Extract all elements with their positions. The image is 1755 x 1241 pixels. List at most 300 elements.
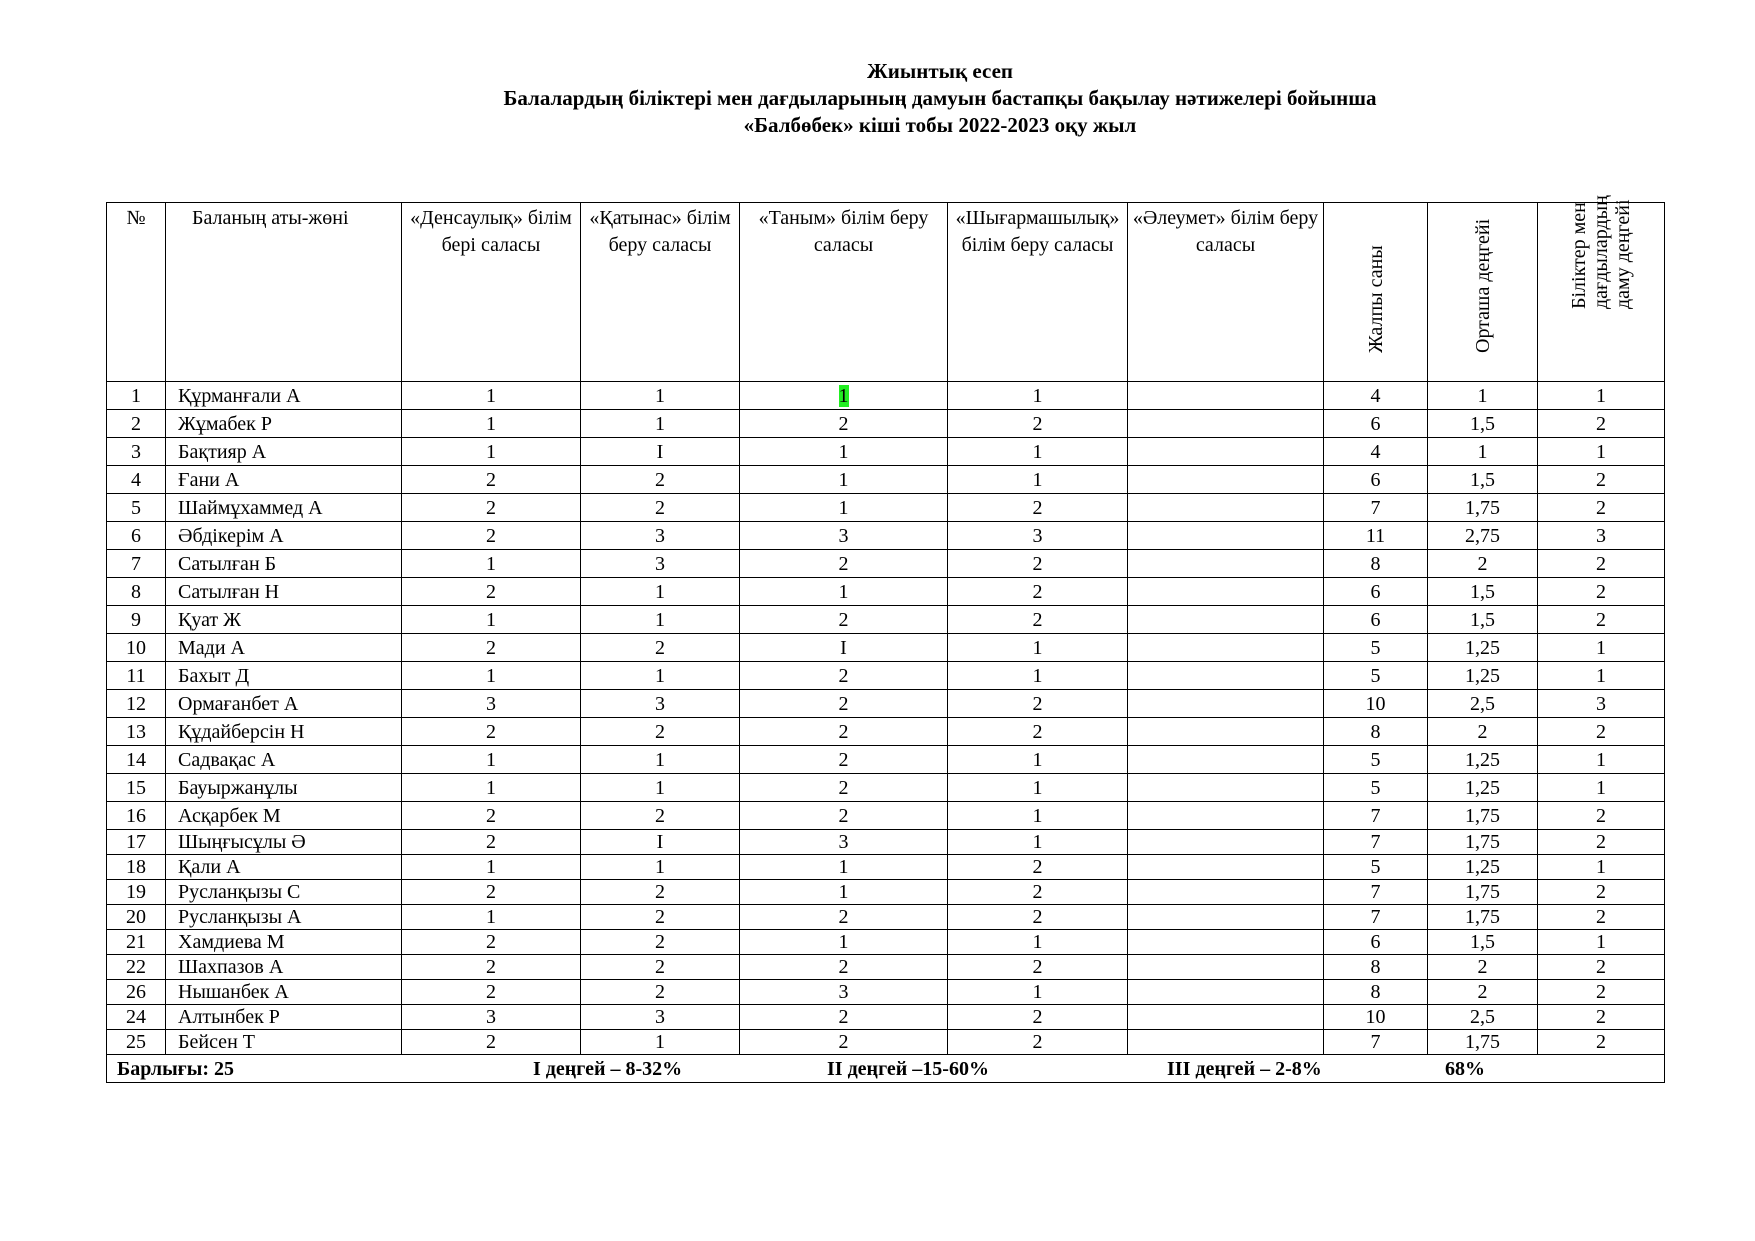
development-level: 1	[1538, 930, 1665, 955]
creativity-score: 2	[948, 905, 1128, 930]
table-row	[107, 438, 1665, 466]
child-name: Алтынбек Р	[166, 1005, 402, 1030]
social-score	[1128, 955, 1324, 980]
row-number: 8	[107, 578, 166, 606]
social-score	[1128, 905, 1324, 930]
header-total	[1324, 203, 1428, 382]
health-score: 3	[402, 690, 581, 718]
cognition-score: 2	[740, 718, 948, 746]
cognition-score: 1	[740, 855, 948, 880]
row-number: 26	[107, 980, 166, 1005]
communication-score: I	[581, 830, 740, 855]
communication-score: 3	[581, 522, 740, 550]
total-score: 7	[1324, 830, 1428, 855]
creativity-score: 2	[948, 550, 1128, 578]
health-score: 1	[402, 662, 581, 690]
creativity-score: 2	[948, 690, 1128, 718]
row-number: 6	[107, 522, 166, 550]
row-number: 12	[107, 690, 166, 718]
table-row	[107, 830, 1665, 855]
total-score: 4	[1324, 382, 1428, 410]
summary-level2: II деңгей –15-60%	[827, 1057, 989, 1080]
average-level: 1,75	[1428, 880, 1538, 905]
total-score: 10	[1324, 690, 1428, 718]
total-score: 8	[1324, 980, 1428, 1005]
row-number: 9	[107, 606, 166, 634]
header-row	[107, 203, 1665, 382]
child-name: Ормағанбет А	[166, 690, 402, 718]
child-name: Асқарбек М	[166, 802, 402, 830]
communication-score: 3	[581, 690, 740, 718]
child-name: Бейсен Т	[166, 1030, 402, 1055]
creativity-score: 1	[948, 438, 1128, 466]
creativity-score: 1	[948, 980, 1128, 1005]
table-row	[107, 802, 1665, 830]
development-level: 2	[1538, 578, 1665, 606]
summary-row	[107, 1055, 1665, 1083]
cognition-score: 3	[740, 830, 948, 855]
average-level: 1,75	[1428, 1030, 1538, 1055]
row-number: 17	[107, 830, 166, 855]
average-level: 1,5	[1428, 466, 1538, 494]
creativity-score: 2	[948, 494, 1128, 522]
table-row	[107, 382, 1665, 410]
communication-score: 1	[581, 606, 740, 634]
creativity-score: 3	[948, 522, 1128, 550]
child-name: Русланқызы С	[166, 880, 402, 905]
row-number: 21	[107, 930, 166, 955]
header-level-line3: даму деңгейі	[1612, 199, 1634, 309]
social-score	[1128, 880, 1324, 905]
table-row	[107, 466, 1665, 494]
table-row	[107, 774, 1665, 802]
communication-score: 2	[581, 634, 740, 662]
total-score: 6	[1324, 466, 1428, 494]
creativity-score: 2	[948, 955, 1128, 980]
health-score: 2	[402, 802, 581, 830]
health-score: 2	[402, 466, 581, 494]
communication-score: 1	[581, 382, 740, 410]
total-score: 6	[1324, 930, 1428, 955]
total-score: 6	[1324, 410, 1428, 438]
average-level: 1,25	[1428, 662, 1538, 690]
header-creativity: «Шығармашылық» білім беру саласы	[948, 203, 1128, 382]
creativity-score: 2	[948, 578, 1128, 606]
row-number: 20	[107, 905, 166, 930]
table-row	[107, 578, 1665, 606]
average-level: 2	[1428, 955, 1538, 980]
summary-level3: III деңгей – 2-8%	[1167, 1057, 1322, 1080]
table-row	[107, 690, 1665, 718]
table-row	[107, 494, 1665, 522]
health-score: 1	[402, 550, 581, 578]
average-level: 1,75	[1428, 802, 1538, 830]
development-level: 1	[1538, 855, 1665, 880]
child-name: Сатылған Б	[166, 550, 402, 578]
communication-score: 2	[581, 802, 740, 830]
table-row	[107, 718, 1665, 746]
table-row	[107, 522, 1665, 550]
table-row	[107, 662, 1665, 690]
social-score	[1128, 410, 1324, 438]
child-name: Ғани А	[166, 466, 402, 494]
header-cognition: «Таным» білім беру саласы	[740, 203, 948, 382]
cognition-score: 2	[740, 1005, 948, 1030]
header-development-level	[1538, 195, 1665, 382]
social-score	[1128, 746, 1324, 774]
child-name: Бахыт Д	[166, 662, 402, 690]
creativity-score: 1	[948, 830, 1128, 855]
health-score: 2	[402, 830, 581, 855]
development-level: 1	[1538, 662, 1665, 690]
results-table	[106, 195, 1665, 1083]
social-score	[1128, 438, 1324, 466]
average-level: 1,75	[1428, 830, 1538, 855]
average-level: 1,25	[1428, 746, 1538, 774]
row-number: 2	[107, 410, 166, 438]
row-number: 7	[107, 550, 166, 578]
communication-score: 1	[581, 578, 740, 606]
communication-score: 2	[581, 930, 740, 955]
creativity-score: 2	[948, 718, 1128, 746]
table-row	[107, 1005, 1665, 1030]
development-level: 2	[1538, 718, 1665, 746]
cognition-score: 2	[740, 662, 948, 690]
development-level: 2	[1538, 1030, 1665, 1055]
social-score	[1128, 578, 1324, 606]
development-level: 2	[1538, 606, 1665, 634]
table-row	[107, 880, 1665, 905]
creativity-score: 1	[948, 746, 1128, 774]
social-score	[1128, 830, 1324, 855]
header-level-line2: дағдылардың	[1590, 195, 1612, 309]
development-level: 1	[1538, 382, 1665, 410]
report-title-block	[0, 58, 1755, 139]
cognition-score: 2	[740, 774, 948, 802]
health-score: 2	[402, 1030, 581, 1055]
development-level: 1	[1538, 438, 1665, 466]
average-level: 1,5	[1428, 606, 1538, 634]
average-level: 1	[1428, 438, 1538, 466]
table-row	[107, 905, 1665, 930]
header-average-label: Орташа деңгейі	[1471, 218, 1494, 353]
social-score	[1128, 606, 1324, 634]
row-number: 10	[107, 634, 166, 662]
communication-score: 2	[581, 955, 740, 980]
health-score: 1	[402, 746, 581, 774]
cognition-score: 2	[740, 550, 948, 578]
total-score: 6	[1324, 578, 1428, 606]
social-score	[1128, 1005, 1324, 1030]
row-number: 11	[107, 662, 166, 690]
development-level: 2	[1538, 466, 1665, 494]
average-level: 2,75	[1428, 522, 1538, 550]
cognition-score: 1	[740, 438, 948, 466]
total-score: 5	[1324, 634, 1428, 662]
table-row	[107, 634, 1665, 662]
cognition-score: 1	[740, 930, 948, 955]
social-score	[1128, 690, 1324, 718]
child-name: Құрманғали А	[166, 382, 402, 410]
table-row	[107, 930, 1665, 955]
creativity-score: 2	[948, 855, 1128, 880]
development-level: 2	[1538, 955, 1665, 980]
table-row	[107, 606, 1665, 634]
development-level: 2	[1538, 802, 1665, 830]
creativity-score: 1	[948, 634, 1128, 662]
social-score	[1128, 466, 1324, 494]
health-score: 1	[402, 382, 581, 410]
cognition-score: 2	[740, 955, 948, 980]
communication-score: 2	[581, 905, 740, 930]
header-child-name: Баланың аты-жөні	[166, 203, 402, 382]
table-row	[107, 550, 1665, 578]
health-score: 2	[402, 880, 581, 905]
social-score	[1128, 855, 1324, 880]
development-level: 3	[1538, 690, 1665, 718]
row-number: 4	[107, 466, 166, 494]
total-score: 7	[1324, 494, 1428, 522]
row-number: 19	[107, 880, 166, 905]
child-name: Сатылған Н	[166, 578, 402, 606]
average-level: 1,75	[1428, 905, 1538, 930]
total-score: 10	[1324, 1005, 1428, 1030]
total-score: 5	[1324, 662, 1428, 690]
average-level: 2,5	[1428, 690, 1538, 718]
social-score	[1128, 980, 1324, 1005]
header-average	[1428, 203, 1538, 382]
social-score	[1128, 802, 1324, 830]
header-health: «Денсаулық» білім бері саласы	[402, 203, 581, 382]
total-score: 7	[1324, 1030, 1428, 1055]
header-communication: «Қатынас» білім беру саласы	[581, 203, 740, 382]
social-score	[1128, 522, 1324, 550]
development-level: 2	[1538, 550, 1665, 578]
cognition-score: 2	[740, 802, 948, 830]
development-level: 3	[1538, 522, 1665, 550]
row-number: 16	[107, 802, 166, 830]
total-score: 7	[1324, 880, 1428, 905]
creativity-score: 2	[948, 880, 1128, 905]
header-level-line1: Біліктер мен	[1568, 202, 1590, 309]
total-score: 5	[1324, 746, 1428, 774]
cognition-score: 2	[740, 1030, 948, 1055]
report-title: Жиынтық есеп	[867, 59, 1013, 83]
child-name: Шыңғысұлы Ә	[166, 830, 402, 855]
health-score: 2	[402, 980, 581, 1005]
cognition-score: 1	[740, 578, 948, 606]
child-name: Бауыржанұлы	[166, 774, 402, 802]
cognition-score	[740, 382, 948, 410]
table-body	[107, 382, 1665, 1055]
communication-score: 2	[581, 980, 740, 1005]
health-score: 2	[402, 718, 581, 746]
communication-score: 2	[581, 880, 740, 905]
header-social: «Әлеумет» білім беру саласы	[1128, 203, 1324, 382]
child-name: Мади А	[166, 634, 402, 662]
creativity-score: 2	[948, 606, 1128, 634]
social-score	[1128, 718, 1324, 746]
child-name: Нышанбек А	[166, 980, 402, 1005]
table-row	[107, 980, 1665, 1005]
creativity-score: 1	[948, 662, 1128, 690]
child-name: Құдайберсін Н	[166, 718, 402, 746]
row-number: 24	[107, 1005, 166, 1030]
highlighted-score: 1	[838, 384, 849, 407]
row-number: 14	[107, 746, 166, 774]
development-level: 2	[1538, 905, 1665, 930]
report-group-year: «Балбөбек» кіші тобы 2022-2023 оқу жыл	[743, 113, 1137, 137]
average-level: 1	[1428, 382, 1538, 410]
row-number: 5	[107, 494, 166, 522]
development-level: 2	[1538, 980, 1665, 1005]
cognition-score: 1	[740, 494, 948, 522]
table-row	[107, 1030, 1665, 1055]
child-name: Қали А	[166, 855, 402, 880]
communication-score: 1	[581, 746, 740, 774]
total-score: 5	[1324, 774, 1428, 802]
communication-score: 1	[581, 855, 740, 880]
cognition-score: 2	[740, 410, 948, 438]
total-score: 8	[1324, 550, 1428, 578]
health-score: 1	[402, 438, 581, 466]
header-total-label: Жалпы саны	[1364, 245, 1387, 353]
development-level: 2	[1538, 494, 1665, 522]
health-score: 1	[402, 606, 581, 634]
report-subtitle: Балалардың біліктері мен дағдыларының дамуын бастапқы бақылау нәтижелері бойынша	[503, 86, 1377, 110]
child-name: Русланқызы А	[166, 905, 402, 930]
creativity-score: 1	[948, 382, 1128, 410]
child-name: Жұмабек Р	[166, 410, 402, 438]
creativity-score: 1	[948, 774, 1128, 802]
total-score: 5	[1324, 855, 1428, 880]
development-level: 2	[1538, 880, 1665, 905]
table-row	[107, 746, 1665, 774]
child-name: Қуат Ж	[166, 606, 402, 634]
social-score	[1128, 662, 1324, 690]
child-name: Садвақас А	[166, 746, 402, 774]
cognition-score: I	[740, 634, 948, 662]
health-score: 1	[402, 905, 581, 930]
social-score	[1128, 550, 1324, 578]
cognition-score: 1	[740, 880, 948, 905]
average-level: 1,25	[1428, 774, 1538, 802]
row-number: 18	[107, 855, 166, 880]
summary-total: Барлығы: 25	[117, 1057, 235, 1080]
development-level: 1	[1538, 634, 1665, 662]
average-level: 1,25	[1428, 634, 1538, 662]
average-level: 2	[1428, 980, 1538, 1005]
creativity-score: 2	[948, 1005, 1128, 1030]
total-score: 8	[1324, 955, 1428, 980]
average-level: 2	[1428, 718, 1538, 746]
creativity-score: 1	[948, 802, 1128, 830]
total-score: 6	[1324, 606, 1428, 634]
cognition-score: 3	[740, 522, 948, 550]
health-score: 2	[402, 634, 581, 662]
cognition-score: 3	[740, 980, 948, 1005]
communication-score: 1	[581, 410, 740, 438]
cognition-score: 2	[740, 905, 948, 930]
health-score: 2	[402, 930, 581, 955]
health-score: 3	[402, 1005, 581, 1030]
child-name: Хамдиева М	[166, 930, 402, 955]
total-score: 7	[1324, 802, 1428, 830]
total-score: 7	[1324, 905, 1428, 930]
table-row	[107, 955, 1665, 980]
social-score	[1128, 930, 1324, 955]
average-level: 1,5	[1428, 410, 1538, 438]
cognition-score: 2	[740, 746, 948, 774]
row-number: 25	[107, 1030, 166, 1055]
social-score	[1128, 634, 1324, 662]
summary-percent: 68%	[1445, 1057, 1485, 1080]
child-name: Әбдікерім А	[166, 522, 402, 550]
communication-score: 2	[581, 494, 740, 522]
child-name: Шахпазов А	[166, 955, 402, 980]
row-number: 3	[107, 438, 166, 466]
average-level: 2	[1428, 550, 1538, 578]
development-level: 1	[1538, 774, 1665, 802]
health-score: 1	[402, 774, 581, 802]
health-score: 2	[402, 522, 581, 550]
total-score: 8	[1324, 718, 1428, 746]
health-score: 1	[402, 855, 581, 880]
child-name: Бақтияр А	[166, 438, 402, 466]
total-score: 11	[1324, 522, 1428, 550]
summary-level1: I деңгей – 8-32%	[533, 1057, 683, 1080]
average-level: 1,5	[1428, 930, 1538, 955]
creativity-score: 2	[948, 1030, 1128, 1055]
creativity-score: 2	[948, 410, 1128, 438]
child-name: Шаймұхаммед А	[166, 494, 402, 522]
header-num: №	[107, 203, 166, 382]
development-level: 1	[1538, 746, 1665, 774]
row-number: 1	[107, 382, 166, 410]
row-number: 13	[107, 718, 166, 746]
average-level: 1,75	[1428, 494, 1538, 522]
table-row	[107, 410, 1665, 438]
social-score	[1128, 774, 1324, 802]
development-level: 2	[1538, 410, 1665, 438]
creativity-score: 1	[948, 930, 1128, 955]
row-number: 22	[107, 955, 166, 980]
creativity-score: 1	[948, 466, 1128, 494]
health-score: 2	[402, 494, 581, 522]
communication-score: 1	[581, 774, 740, 802]
communication-score: 3	[581, 1005, 740, 1030]
social-score	[1128, 382, 1324, 410]
average-level: 1,5	[1428, 578, 1538, 606]
health-score: 2	[402, 955, 581, 980]
communication-score: 2	[581, 466, 740, 494]
communication-score: I	[581, 438, 740, 466]
social-score	[1128, 1030, 1324, 1055]
cognition-score: 2	[740, 606, 948, 634]
total-score: 4	[1324, 438, 1428, 466]
communication-score: 3	[581, 550, 740, 578]
cognition-score: 1	[740, 466, 948, 494]
development-level: 2	[1538, 1005, 1665, 1030]
communication-score: 2	[581, 718, 740, 746]
cognition-score: 2	[740, 690, 948, 718]
development-level: 2	[1538, 830, 1665, 855]
table-row	[107, 855, 1665, 880]
social-score	[1128, 494, 1324, 522]
communication-score: 1	[581, 1030, 740, 1055]
health-score: 2	[402, 578, 581, 606]
health-score: 1	[402, 410, 581, 438]
